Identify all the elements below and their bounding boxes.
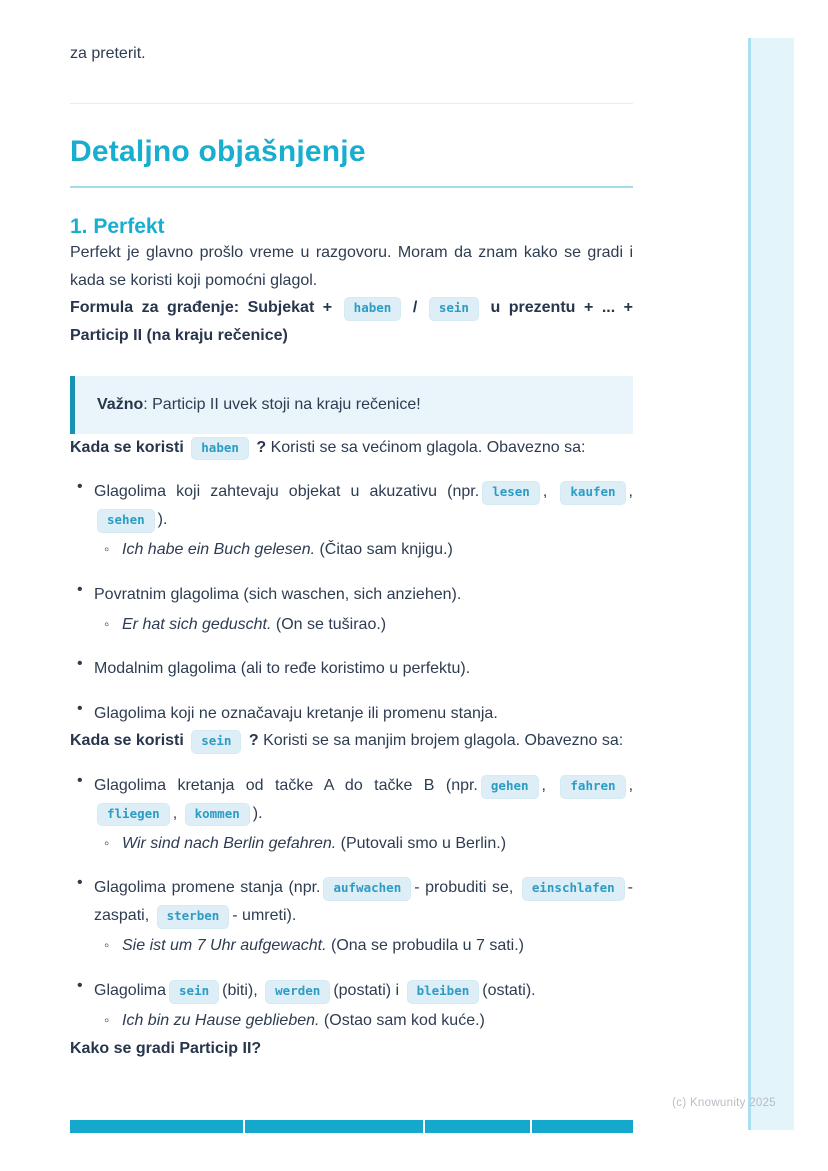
example-item (122, 933, 633, 959)
important-callout (70, 376, 633, 434)
code-badge-kaufen: kaufen (560, 481, 625, 505)
footer-bar-segment (532, 1120, 633, 1133)
code-badge-sein-verb: sein (169, 980, 219, 1004)
text-segment: , (172, 804, 178, 822)
text-segment: (biti), (222, 981, 258, 999)
example-item (122, 831, 633, 857)
text-segment: ). (157, 510, 168, 528)
text-segment: , (628, 776, 634, 794)
list-item-text: • Glagolima koji ne označavaju kretanje ili promenu stanja. (94, 704, 498, 722)
footer-progress-bar (70, 1120, 633, 1133)
list-item-text (94, 478, 633, 533)
callout-body: : Particip II uvek stoji na kraju rečenice! (143, 396, 421, 414)
haben-list (70, 478, 633, 727)
example-translation: (Ostao sam kod kuće.) (319, 1012, 485, 1030)
text-segment: Glagolima (94, 981, 167, 999)
next-section-heading: Kako se gradi Particip II? (70, 1039, 262, 1057)
code-badge-sterben: sterben (157, 905, 230, 929)
haben-heading-tail: Koristi se sa većinom glagola. Obavezno sa: (270, 438, 586, 456)
example-item (122, 537, 633, 563)
sein-heading-qmark: ? (248, 732, 259, 750)
example-german: Wir sind nach Berlin gefahren. (122, 835, 337, 853)
page-title: Detaljno objašnjenje (70, 135, 633, 189)
text-segment: (ostati). (482, 981, 536, 999)
code-badge-werden: werden (265, 980, 330, 1004)
callout-text (97, 391, 611, 419)
code-badge-einschlafen: einschlafen (522, 877, 625, 901)
list-item (94, 772, 633, 857)
example-translation: (Čitao sam knjigu.) (315, 541, 453, 559)
code-badge-aufwachen: aufwachen (323, 877, 411, 901)
list-item (94, 874, 633, 959)
list-item-text (94, 977, 633, 1005)
code-badge-kommen: kommen (185, 803, 250, 827)
callout-label: Važno (97, 396, 144, 414)
code-badge-lesen: lesen (482, 481, 540, 505)
example-translation: (Ona se probudila u 7 sati.) (326, 937, 524, 955)
list-item (94, 655, 633, 683)
list-item (94, 977, 633, 1035)
code-badge-fliegen: fliegen (97, 803, 170, 827)
example-translation: (Putovali smo u Berlin.) (336, 835, 507, 853)
example-translation: (On se tuširao.) (271, 616, 387, 634)
example-sublist (94, 933, 633, 959)
haben-heading-qmark: ? (256, 438, 267, 456)
formula-slash: / (412, 299, 418, 317)
example-sublist (94, 1008, 633, 1034)
content-column (70, 40, 633, 1062)
text-segment: , (542, 483, 548, 501)
footer-bar-segment (245, 1120, 423, 1133)
text-segment: - zaspati, (94, 879, 633, 924)
text-segment: Glagolima promene stanja (npr. (94, 879, 321, 897)
sein-usage-heading (70, 727, 633, 755)
text-segment: , (628, 483, 633, 501)
example-german: Ich bin zu Hause geblieben. (122, 1012, 320, 1030)
section-title: 1. Perfekt (70, 215, 165, 239)
formula-paragraph (70, 294, 633, 349)
sein-list (70, 772, 633, 1035)
example-sublist (94, 831, 633, 857)
text-segment: (postati) i (333, 981, 400, 999)
code-badge-gehen: gehen (481, 775, 539, 799)
copyright-note: (c) Knowunity 2025 (672, 1097, 776, 1109)
text-segment: Glagolima koji zahtevaju objekat u akuzativu (npr. (94, 483, 480, 501)
haben-heading-lead: Kada se koristi (70, 438, 184, 456)
footer-bar-segment (425, 1120, 530, 1133)
example-sublist (94, 537, 633, 563)
code-badge-sein-inline: sein (191, 730, 241, 754)
example-german: Sie ist um 7 Uhr aufgewacht. (122, 937, 327, 955)
list-item-text: • Modalnim glagolima (ali to ređe koristimo u perfektu). (94, 660, 471, 678)
code-badge-sehen: sehen (97, 509, 155, 533)
list-item-text: • Povratnim glagolima (sich waschen, sich anziehen). (94, 585, 462, 603)
right-margin-band (748, 38, 794, 1130)
text-segment: Glagolima kretanja od tačke A do tačke B (npr. (94, 776, 478, 794)
section-intro: Perfekt je glavno prošlo vreme u razgovoru. Moram da znam kako se gradi i kada se koristi koji pomoćni glagol. (70, 244, 633, 289)
example-item (122, 1008, 633, 1034)
example-german: Er hat sich geduscht. (122, 616, 272, 634)
code-badge-sein: sein (429, 297, 479, 321)
previous-sentence-fragment: za preterit. (70, 45, 146, 62)
code-badge-fahren: fahren (560, 775, 625, 799)
list-item-text (94, 772, 633, 827)
text-segment: , (541, 776, 546, 794)
sein-heading-lead: Kada se koristi (70, 732, 184, 750)
text-segment: - umreti). (232, 906, 297, 924)
example-german: Ich habe ein Buch gelesen. (122, 541, 316, 559)
text-segment: ). (252, 804, 263, 822)
code-badge-bleiben: bleiben (407, 980, 480, 1004)
example-sublist (94, 612, 633, 638)
code-badge-haben: haben (344, 297, 402, 321)
section-divider (70, 103, 633, 104)
list-item (94, 581, 633, 639)
text-segment: - probuditi se, (414, 879, 514, 897)
example-item (122, 612, 633, 638)
list-item (94, 700, 633, 728)
haben-usage-heading (70, 434, 633, 462)
footer-bar-segment (70, 1120, 243, 1133)
list-item-text (94, 874, 633, 929)
sein-heading-tail: Koristi se sa manjim brojem glagola. Obavezno sa: (263, 732, 624, 750)
list-item (94, 478, 633, 563)
formula-lead: Formula za građenje: Subjekat + (70, 299, 333, 317)
formula-tail: u prezentu + ... + Particip II (na kraju rečenice) (70, 299, 634, 344)
code-badge-haben-inline: haben (191, 437, 249, 461)
